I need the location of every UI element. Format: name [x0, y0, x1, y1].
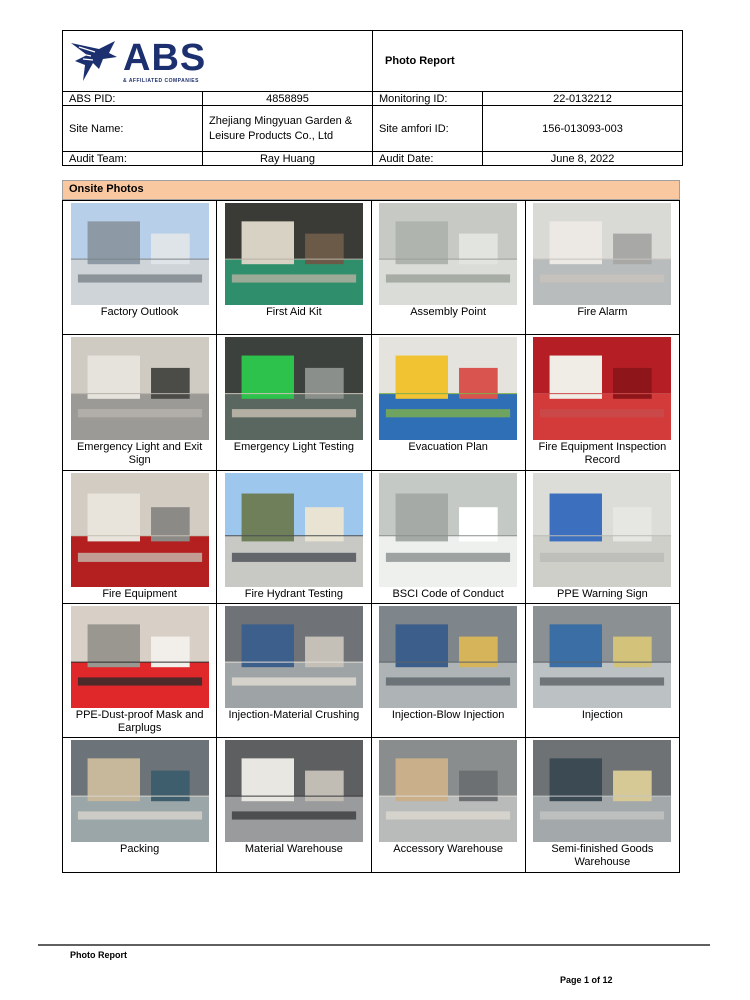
photo-cell: [63, 335, 217, 441]
report-title: Photo Report: [373, 31, 683, 92]
photo-cell: [525, 335, 679, 441]
photo-caption: Injection-Blow Injection: [371, 708, 525, 738]
photo-caption: Emergency Light and Exit Sign: [63, 440, 217, 471]
photo-row: [63, 335, 680, 441]
photo-caption: Assembly Point: [371, 305, 525, 335]
photo-row: [63, 471, 680, 588]
photo-cell: [525, 471, 679, 588]
logo-cell: [63, 31, 373, 92]
photo-caption: PPE Warning Sign: [525, 587, 679, 604]
photo-cell: [217, 738, 371, 843]
photo-image: [225, 473, 363, 587]
caption-row: [63, 440, 680, 471]
photo-caption: Material Warehouse: [217, 842, 371, 873]
photo-image: [71, 337, 209, 440]
audit-date-value: June 8, 2022: [483, 152, 683, 166]
footer-divider: [38, 944, 710, 946]
photo-row: [63, 604, 680, 709]
photo-image: [379, 606, 517, 708]
photo-image: [225, 337, 363, 440]
photo-image: [379, 473, 517, 587]
caption-row: [63, 305, 680, 335]
photo-image: [71, 740, 209, 842]
photo-image: [533, 740, 671, 842]
photo-cell: [371, 738, 525, 843]
photo-caption: Evacuation Plan: [371, 440, 525, 471]
photo-caption: Fire Hydrant Testing: [217, 587, 371, 604]
photo-cell: [217, 201, 371, 306]
photo-image: [533, 606, 671, 708]
footer-label: Photo Report: [70, 950, 127, 960]
photo-caption: Factory Outlook: [63, 305, 217, 335]
site-amfori-label: Site amfori ID:: [373, 106, 483, 152]
photo-row: [63, 738, 680, 843]
photo-row: [63, 201, 680, 306]
monitoring-id-value: 22-0132212: [483, 92, 683, 106]
photo-image: [225, 606, 363, 708]
page-of: of: [589, 975, 603, 985]
photo-cell: [371, 201, 525, 306]
photo-cell: [371, 335, 525, 441]
photo-caption: Injection: [525, 708, 679, 738]
photo-image: [533, 337, 671, 440]
audit-team-label: Audit Team:: [63, 152, 203, 166]
photo-caption: Fire Equipment: [63, 587, 217, 604]
photo-cell: [217, 604, 371, 709]
photo-image: [71, 203, 209, 305]
onsite-photos-title: Onsite Photos: [62, 180, 680, 200]
photo-image: [533, 203, 671, 305]
photo-caption: Packing: [63, 842, 217, 873]
abs-pid-label: ABS PID:: [63, 92, 203, 106]
photo-caption: Fire Alarm: [525, 305, 679, 335]
logo-subtext: & AFFILIATED COMPANIES: [123, 77, 199, 84]
photo-image: [533, 473, 671, 587]
photo-cell: [63, 201, 217, 306]
eagle-icon: [69, 35, 121, 87]
photo-image: [71, 473, 209, 587]
photo-cell: [63, 738, 217, 843]
photo-caption: BSCI Code of Conduct: [371, 587, 525, 604]
monitoring-id-label: Monitoring ID:: [373, 92, 483, 106]
photo-image: [379, 740, 517, 842]
logo-text: ABS: [123, 36, 207, 79]
page-current: 1: [584, 975, 590, 985]
photo-cell: [63, 604, 217, 709]
report-header-table: [62, 30, 683, 166]
audit-team-value: Ray Huang: [203, 152, 373, 166]
site-name-label: Site Name:: [63, 106, 203, 152]
photo-caption: First Aid Kit: [217, 305, 371, 335]
photo-caption: Injection-Material Crushing: [217, 708, 371, 738]
page-prefix: Page: [560, 975, 585, 985]
photo-grid: [62, 200, 680, 873]
photo-cell: [371, 471, 525, 588]
audit-date-label: Audit Date:: [373, 152, 483, 166]
photo-cell: [525, 604, 679, 709]
abs-pid-value: 4858895: [203, 92, 373, 106]
photo-caption: Semi-finished Goods Warehouse: [525, 842, 679, 873]
photo-cell: [525, 201, 679, 306]
photo-cell: [525, 738, 679, 843]
page-number: [560, 975, 613, 985]
photo-image: [379, 203, 517, 305]
caption-row: [63, 708, 680, 738]
site-name-value: Zhejiang Mingyuan Garden & Leisure Products Co., Ltd: [203, 106, 373, 152]
photo-cell: [63, 471, 217, 588]
photo-caption: PPE-Dust-proof Mask and Earplugs: [63, 708, 217, 738]
photo-cell: [217, 471, 371, 588]
photo-image: [71, 606, 209, 708]
page-total: 12: [602, 975, 613, 985]
photo-caption: Accessory Warehouse: [371, 842, 525, 873]
caption-row: [63, 587, 680, 604]
photo-cell: [371, 604, 525, 709]
photo-caption: Emergency Light Testing: [217, 440, 371, 471]
onsite-photos-section: [62, 180, 680, 873]
photo-caption: Fire Equipment Inspection Record: [525, 440, 679, 471]
photo-image: [225, 203, 363, 305]
site-amfori-value: 156-013093-003: [483, 106, 683, 152]
photo-cell: [217, 335, 371, 441]
abs-logo: [69, 31, 366, 91]
photo-image: [379, 337, 517, 440]
photo-image: [225, 740, 363, 842]
caption-row: [63, 842, 680, 873]
